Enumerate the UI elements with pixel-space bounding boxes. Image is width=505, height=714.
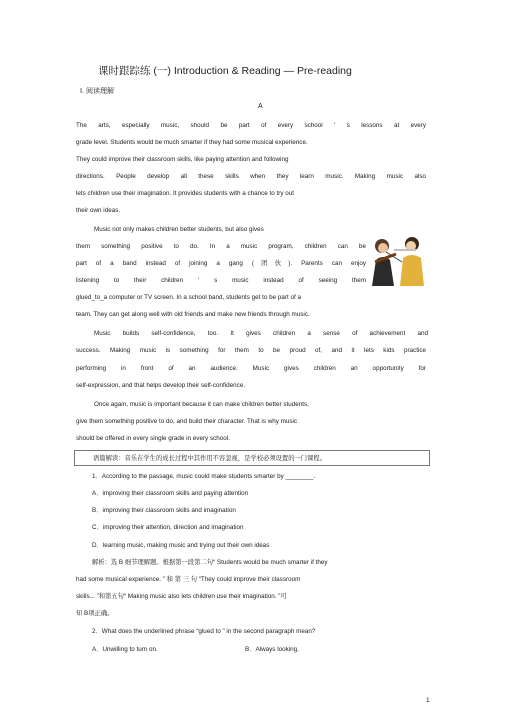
- answer-option: A．Unwilling to turn on.: [92, 646, 158, 653]
- question-stem: 2．What does the underlined phrase “glued to ” in the second paragraph mean?: [92, 628, 316, 635]
- reading-note-box: [74, 450, 430, 466]
- section-heading: Ⅰ. 阅读理解: [80, 88, 114, 95]
- passage-line: should be offered in every single grade in every school.: [76, 435, 230, 442]
- passage-line: They could improve their classroom skills, like paying attention and following: [76, 156, 289, 163]
- answer-option: B．improving their classroom skills and imagination: [92, 507, 236, 514]
- passage-line: success. Making music is something for them to be proud of, and it lets kids practice: [76, 347, 426, 354]
- passage-line: them something positive to do. In a music program, children can be: [76, 243, 366, 250]
- passage-line: give them something positive to do, and build their character. That is why music: [76, 418, 298, 425]
- page-number: 1: [426, 697, 430, 704]
- passage-line: their own ideas.: [76, 207, 121, 214]
- passage-line: Once again, music is important because it can make children better students,: [94, 401, 309, 408]
- passage-line: lets children use their imagination. It provides students with a chance to try out: [76, 190, 295, 197]
- answer-option: D．learning music, making music and trying out their own ideas: [92, 542, 270, 549]
- passage-line: Music builds self-confidence, too. It gives children a sense of achievement and: [94, 330, 428, 337]
- passage-line: team. They can get along well with old friends and make new friends through music.: [76, 311, 310, 318]
- explanation-line: skills... ”和第五句“ Making music also lets children use their imagination. ”可: [76, 593, 287, 600]
- passage-line: glued_to_a computer or TV screen. In a school band, students get to be part of a: [76, 294, 301, 301]
- explanation-line: had some musical experience. ” 和 第 三 句 “They could improve their classroom: [76, 576, 301, 583]
- question-stem: 1．According to the passage, music could make students smarter by ________.: [92, 473, 316, 480]
- reading-note: 语篇解读：音乐在学生的成长过程中其作用不容忽视，是学校必须设置的一门课程。: [93, 455, 326, 462]
- passage-line: directions. People develop all these skills when they learn music. Making music also: [76, 173, 426, 180]
- explanation-line: 知 B项正确。: [76, 610, 114, 617]
- page-title: 课时跟踪练 (一) Introduction & Reading — Pre-reading: [98, 65, 352, 77]
- answer-option: A．improving their classroom skills and paying attention: [92, 490, 249, 497]
- answer-option: B．Always looking.: [245, 646, 299, 653]
- passage-line: grade level. Students would be much smarter if they had some musical experience.: [76, 139, 308, 146]
- passage-line: self-expression, and that helps develop their self-confidence.: [76, 382, 246, 389]
- children-music-illustration: [366, 232, 430, 288]
- passage-line: Music not only makes children better students, but also gives: [94, 226, 264, 233]
- passage-line: The arts, especially music, should be part of every school ' s lessons at every: [76, 122, 426, 129]
- passage-line: performing in front of an audience. Music gives children an opportunity for: [76, 365, 426, 372]
- answer-option: C．improving their attention, direction and imagination: [92, 524, 244, 531]
- passage-line: listening to their children ' s music instead of seeing them: [76, 277, 366, 284]
- explanation-line: 解析：选 B 细节理解题。根据第一段第二句“ Students would be much smarter if they: [92, 559, 328, 566]
- passage-line: part of a band instead of joining a gang (团伙). Parents can enjoy: [76, 260, 366, 267]
- passage-label: A: [258, 103, 263, 110]
